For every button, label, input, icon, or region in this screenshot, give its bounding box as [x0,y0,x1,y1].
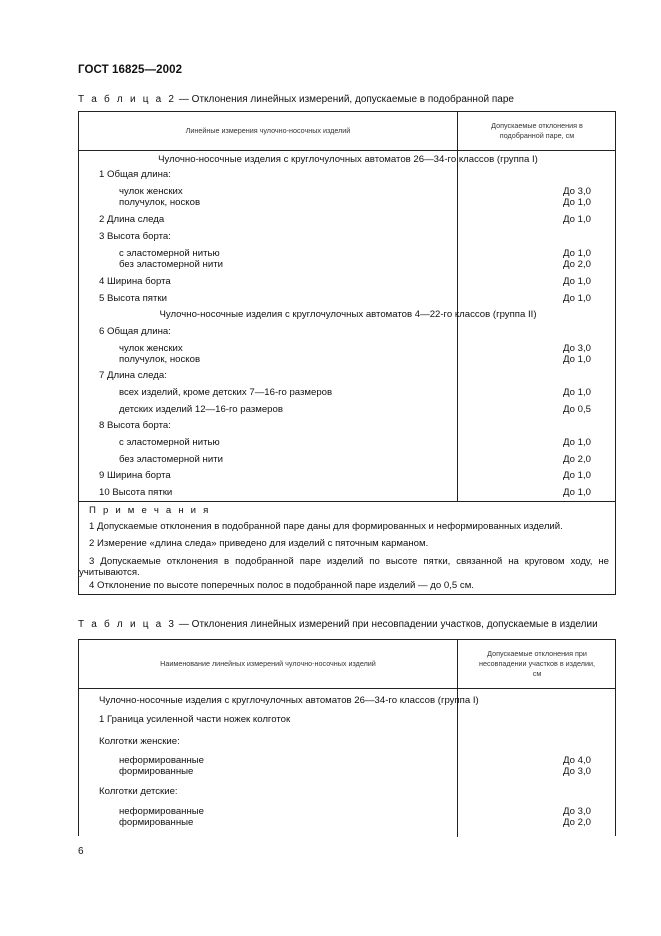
table2-caption-label: Т а б л и ц а 2 [78,94,177,105]
table3-caption [78,619,598,630]
row-label: 2 Длина следа [99,214,165,225]
row-value: До 3,0 [563,806,591,817]
row-label: с эластомерной нитью [119,248,220,259]
table3-col2-header [458,649,616,679]
row-label: неформированные [119,806,204,817]
table2-col1-header: Линейные измерения чулочно-носочных изделий [185,126,351,135]
row-label: 1 Общая длина: [99,169,171,180]
row-label: чулок женских [119,186,183,197]
row-label: Колготки женские: [99,736,180,747]
row-label: 10 Высота пятки [99,487,173,498]
row-label: получулок, носков [119,197,201,208]
table3-caption-text: — Отклонения линейных измерений при несовпадении участков, допускаемые в изделии [176,619,598,630]
table2-col2-header [458,121,616,141]
row-label: неформированные [119,755,204,766]
row-value: До 3,0 [563,186,591,197]
table2-group2-heading: Чулочно-носочные изделия с круглочулочных автоматов 4—22-го классов (группа II) [159,309,537,320]
row-value: До 0,5 [563,404,591,415]
row-label: 5 Высота пятки [99,293,167,304]
row-label: 8 Высота борта: [99,420,171,431]
row-label: формированные [119,817,194,828]
row-value: До 3,0 [563,766,591,777]
row-value: До 1,0 [563,248,591,259]
table2-group1-heading: Чулочно-носочные изделия с круглочулочных автоматов 26—34-го классов (группа I) [158,154,538,165]
column-divider [457,112,458,501]
row-label: без эластомерной нити [119,454,223,465]
row-label: 7 Длина следа: [99,370,167,381]
header-separator [79,150,615,151]
notes-separator [79,501,615,502]
row-label: 9 Ширина борта [99,470,171,481]
row-value: До 1,0 [563,437,591,448]
row-label: формированные [119,766,194,777]
col2-header-line: подобранной паре, см [499,131,575,140]
table3 [78,639,616,836]
note-item: 4 Отклонение по высоте поперечных полос в подобранной паре изделий — до 0,5 см. [89,580,474,591]
row-label: 6 Общая длина: [99,326,171,337]
notes-title-text: П р и м е ч а н и я [89,505,211,516]
note-item: 2 Измерение «длина следа» приведено для изделий с пяточным карманом. [89,538,429,549]
row-label: 3 Высота борта: [99,231,171,242]
row-value: До 2,0 [563,817,591,828]
table2 [78,111,616,595]
notes-title [89,505,609,516]
row-value: До 1,0 [563,354,591,365]
row-label: получулок, носков [119,354,201,365]
row-value: До 4,0 [563,755,591,766]
col2-header-line: несовпадении участков в изделии, [479,659,595,668]
row-value: До 2,0 [563,259,591,270]
row-value: До 1,0 [563,487,591,498]
group-label: Чулочно-носочные изделия с круглочулочных автоматов 26—34-го классов (группа I) [99,695,479,706]
note-item: 1 Допускаемые отклонения в подобранной паре даны для формированных и неформированных изделий. [89,521,563,532]
row-value: До 1,0 [563,197,591,208]
table2-caption [78,94,514,105]
row-value: До 1,0 [563,214,591,225]
row-value: До 2,0 [563,454,591,465]
col2-header-line: см [532,669,542,678]
row-label: 4 Ширина борта [99,276,171,287]
table3-caption-label: Т а б л и ц а 3 [78,619,177,630]
row-label: чулок женских [119,343,183,354]
col2-header-line: Допускаемые отклонения в [491,121,583,130]
note-item: 3 Допускаемые отклонения в подобранной паре изделий по высоте пятки, связанной на круговом ходу, не учитываются. [79,556,609,578]
row-value: До 1,0 [563,293,591,304]
row-label: Колготки детские: [99,786,178,797]
row-label: детских изделий 12—16-го размеров [119,404,283,415]
row-label: 1 Граница усиленной части ножек колготок [99,714,291,725]
header-separator [79,688,615,689]
row-label: всех изделий, кроме детских 7—16-го размеров [119,387,333,398]
page-number: 6 [78,846,84,857]
row-value: До 1,0 [563,276,591,287]
col2-header-line: Допускаемые отклонения при [487,649,587,658]
row-label: без эластомерной нити [119,259,223,270]
row-value: До 1,0 [563,470,591,481]
row-value: До 3,0 [563,343,591,354]
table2-caption-text: — Отклонения линейных измерений, допускаемые в подобранной паре [176,94,514,105]
table3-col1-header: Наименование линейных измерений чулочно-носочных изделий [160,659,376,668]
document-header: ГОСТ 16825—2002 [78,64,183,76]
row-value: До 1,0 [563,387,591,398]
row-label: с эластомерной нитью [119,437,220,448]
